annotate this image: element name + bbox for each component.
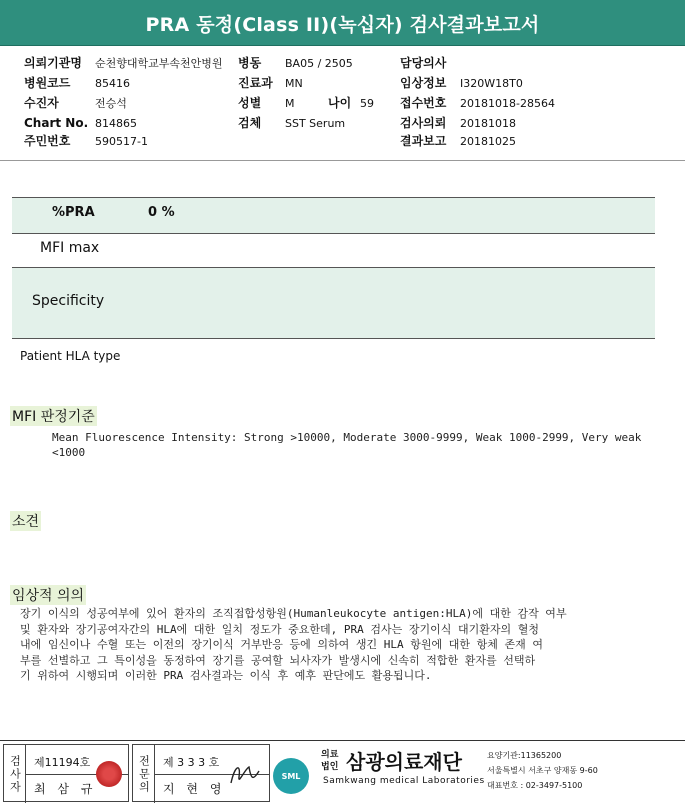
signature-icon <box>227 759 263 789</box>
sex-value: M <box>285 97 295 110</box>
red-seal-icon <box>96 761 122 787</box>
examiner-name: 최 삼 규 <box>34 782 97 796</box>
significance-paragraph <box>20 606 680 684</box>
chart-label: Chart No. <box>24 116 89 130</box>
specialist-license: 제 3 3 3 호 <box>163 756 220 769</box>
examiner-label: 검사자 <box>4 745 26 803</box>
org-type-top: 의료 <box>321 750 339 760</box>
criteria-heading: MFI 판정기준 <box>10 406 97 426</box>
report-date-value: 20181025 <box>460 135 516 148</box>
specificity-row <box>12 268 655 338</box>
institution-value: 순천향대학교부속천안병원 <box>95 57 223 70</box>
hospital-code-value: 85416 <box>95 77 130 90</box>
significance-line: 내에 임신이나 수혈 또는 이전의 장기이식 거부반응 등에 의하여 생긴 HLA 항원에 대한 항체 존재 여 <box>20 638 543 651</box>
report-title-bar <box>0 0 685 46</box>
significance-heading: 임상적 의의 <box>10 585 86 605</box>
doctor-label: 담당의사 <box>400 56 447 70</box>
org-type-bottom: 법인 <box>321 762 339 772</box>
receipt-value: 20181018-28564 <box>460 97 555 110</box>
org-phone: 대표번호 : 02-3497-5100 <box>487 781 583 790</box>
specimen-label: 검체 <box>238 116 262 130</box>
examiner-license: 제11194호 <box>34 756 91 769</box>
receipt-label: 접수번호 <box>400 96 447 110</box>
criteria-line-1: Mean Fluorescence Intensity: Strong >10000, Moderate 3000-9999, Weak 1000-2999, Very weak <box>52 431 642 444</box>
org-address: 서울특별시 서초구 양재동 9-60 <box>487 766 598 775</box>
resident-label: 주민번호 <box>24 134 71 148</box>
pra-value: 0 % <box>148 205 175 220</box>
dept-label: 진료과 <box>238 76 273 90</box>
pra-label: %PRA <box>52 205 95 220</box>
report-title: PRA 동정(Class II)(녹십자) 검사결과보고서 <box>145 14 540 36</box>
request-label: 검사의뢰 <box>400 116 447 130</box>
org-name-en: Samkwang medical Laboratories <box>323 776 485 786</box>
examinee-label: 수진자 <box>24 96 59 110</box>
header-divider <box>0 160 685 161</box>
examinee-value: 전승석 <box>95 97 127 110</box>
significance-line: 기 위하여 시행되며 이러한 PRA 검사결과는 이식 후 예후 판단에도 활용됩니다. <box>20 669 432 682</box>
org-registration: 요양기관:11365200 <box>487 751 562 760</box>
resident-value: 590517-1 <box>95 135 148 148</box>
hla-type-label: Patient HLA type <box>20 349 121 363</box>
specificity-rule <box>12 338 655 339</box>
dept-value: MN <box>285 77 303 90</box>
significance-line: 장기 이식의 성공여부에 있어 환자의 조직접합성항원(Humanleukocyte antigen:HLA)에 대한 감작 여부 <box>20 607 567 620</box>
sml-logo-icon: SML <box>273 758 309 794</box>
hospital-code-label: 병원코드 <box>24 76 71 90</box>
sex-label: 성별 <box>238 96 262 110</box>
footer <box>3 744 682 804</box>
ward-value: BA05 / 2505 <box>285 57 353 70</box>
specialist-name: 지 현 영 <box>163 782 226 796</box>
clinical-value: I320W18T0 <box>460 77 523 90</box>
specimen-value: SST Serum <box>285 117 346 130</box>
significance-line: 부를 선별하고 그 특이성을 동정하여 장기를 공여할 뇌사자가 발생시에 신속히 적합한 환자를 선택하 <box>20 653 536 667</box>
mfi-max-label: MFI max <box>40 240 100 256</box>
significance-line: 및 환자와 장기공여자간의 HLA에 대한 일치 정도가 중요한데, PRA 검사는 장기이식 대기환자의 혈청 <box>20 622 539 636</box>
footer-divider <box>0 740 685 741</box>
criteria-line-2: <1000 <box>52 446 86 459</box>
chart-value: 814865 <box>95 117 137 130</box>
ward-label: 병동 <box>238 56 262 70</box>
age-value: 59 <box>360 97 374 110</box>
specificity-label: Specificity <box>32 293 105 309</box>
examiner-box <box>3 744 129 802</box>
findings-heading: 소견 <box>10 511 41 531</box>
institution-label: 의뢰기관명 <box>24 56 82 70</box>
pra-rule <box>12 233 655 234</box>
clinical-label: 임상정보 <box>400 76 447 90</box>
request-value: 20181018 <box>460 117 516 130</box>
age-label: 나이 <box>328 96 352 110</box>
pra-row <box>12 198 655 233</box>
specialist-box <box>132 744 270 802</box>
specialist-label: 전문의 <box>133 745 155 803</box>
report-date-label: 결과보고 <box>400 134 447 148</box>
org-name: 삼광의료재단 <box>346 750 462 774</box>
